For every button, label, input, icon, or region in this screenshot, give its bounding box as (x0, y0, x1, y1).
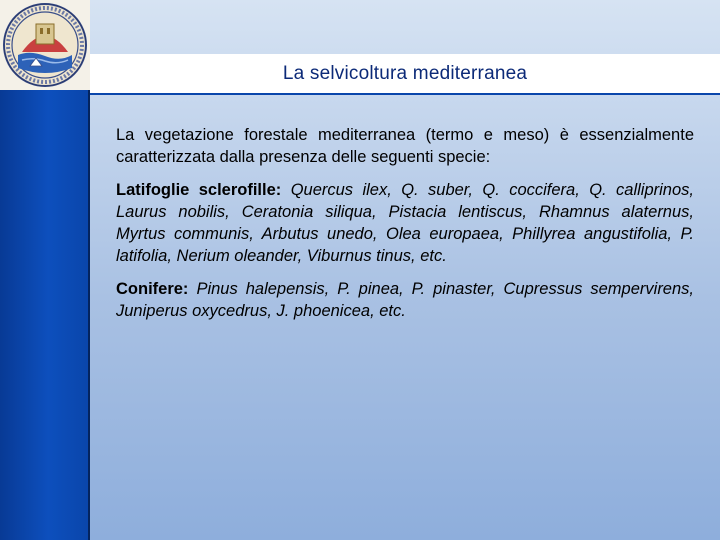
latifoglie-paragraph (116, 179, 694, 267)
conifere-paragraph (116, 278, 694, 322)
latifoglie-label: Latifoglie sclerofille: (116, 181, 282, 199)
slide-title: La selvicoltura mediterranea (282, 63, 528, 84)
intro-paragraph: La vegetazione forestale mediterranea (termo e meso) è essenzialmente caratterizzata dalla presenza delle seguenti specie: (116, 126, 694, 166)
university-seal-icon (0, 0, 90, 90)
conifere-species: Pinus halepensis, P. pinea, P. pinaster, Cupressus sempervirens, Juniperus oxycedrus, J. phoenicea, etc. (116, 280, 694, 320)
latifoglie-species: Quercus ilex, Q. suber, Q. coccifera, Q. calliprinos, Laurus nobilis, Ceratonia siliqua, Pistacia lentiscus, Rhamnus alaternus, Myrtus communis, Arbutus unedo, Olea europaea, Phillyrea angustifolia, P. latifolia, Nerium oleander, Viburnus tinus, etc. (116, 181, 694, 265)
slide-body (116, 124, 694, 333)
conifere-label: Conifere: (116, 280, 189, 298)
